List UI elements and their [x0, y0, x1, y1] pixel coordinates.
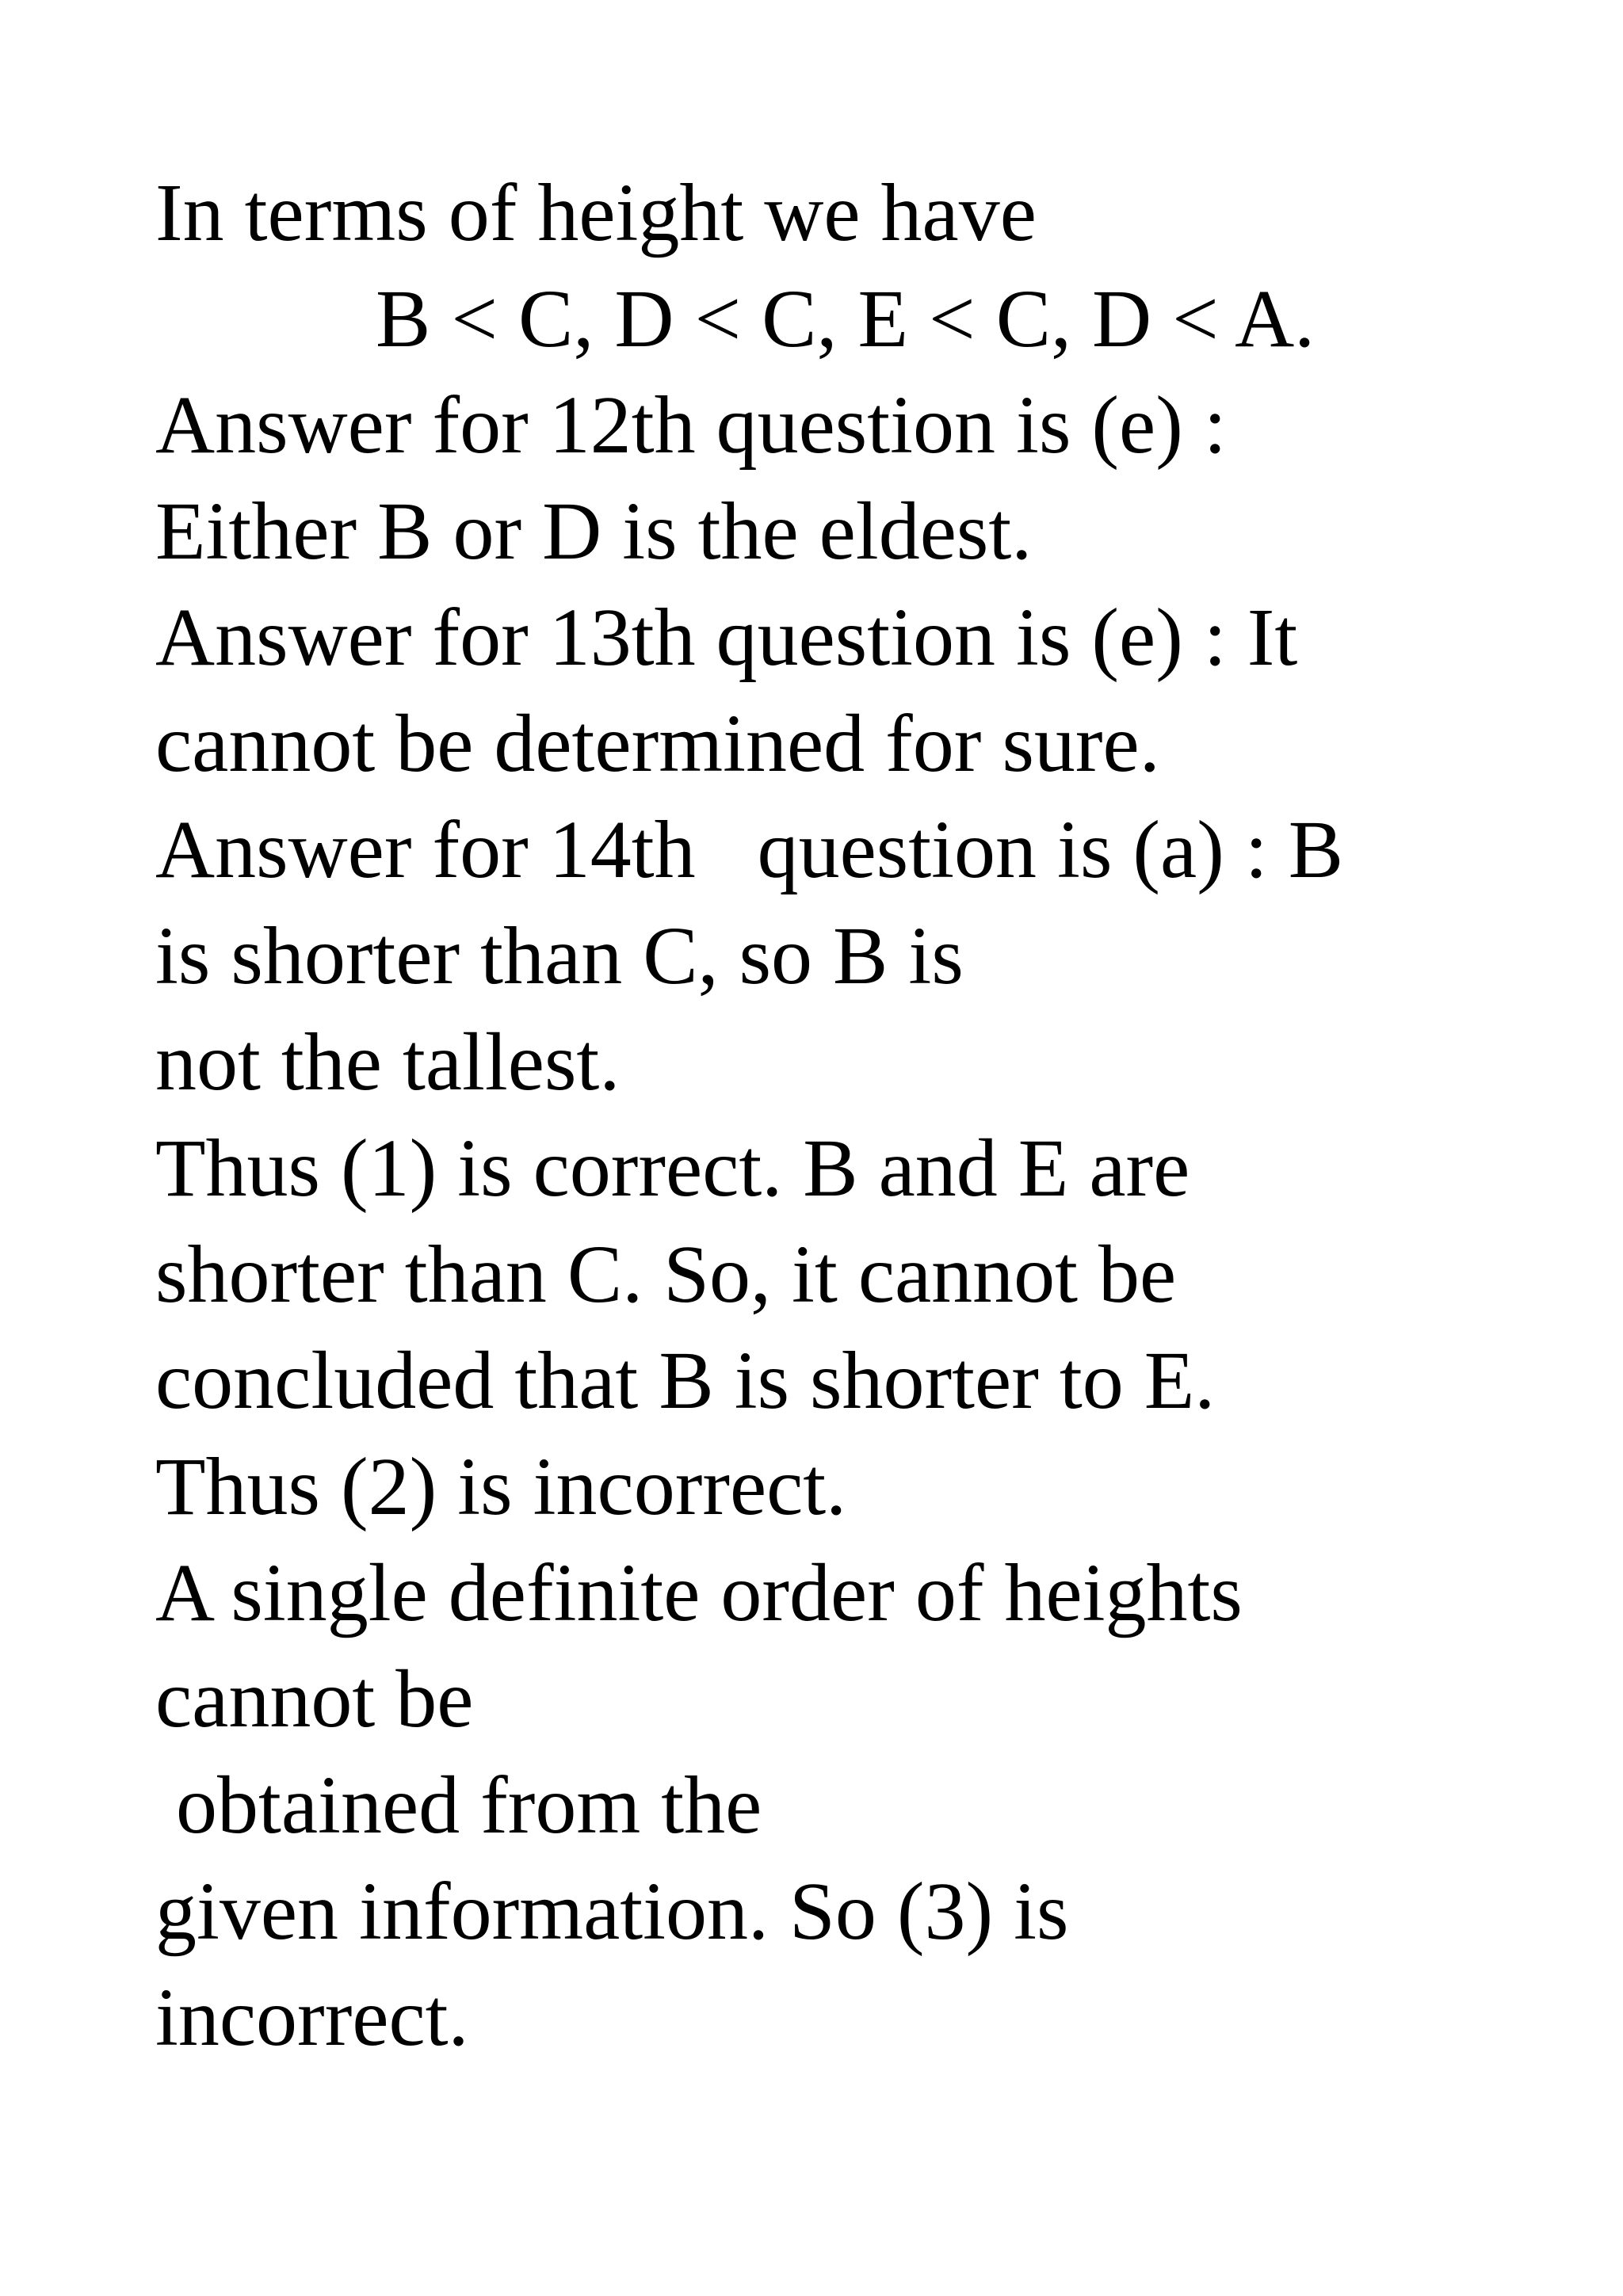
text-line: cannot be determined for sure.	[155, 698, 1160, 789]
text-line: A single definite order of heights	[155, 1547, 1243, 1638]
answer-explanation-text	[155, 160, 1503, 2071]
text-line: Answer for 12th question is (e) :	[155, 379, 1227, 471]
text-line: In terms of height we have	[155, 167, 1037, 258]
text-line: shorter than C. So, it cannot be	[155, 1229, 1177, 1320]
height-relations-line: B < C, D < C, E < C, D < A.	[376, 273, 1316, 364]
text-line: obtained from the	[155, 1760, 762, 1851]
text-line: Thus (2) is incorrect.	[155, 1441, 847, 1532]
text-line: Answer for 13th question is (e) : It	[155, 592, 1298, 683]
text-line: concluded that B is shorter to E.	[155, 1335, 1216, 1426]
text-line: Thus (1) is correct. B and E are	[155, 1123, 1190, 1214]
text-line: Answer for 14th question is (a) : B	[155, 804, 1344, 895]
text-line: cannot be	[155, 1653, 474, 1745]
text-line: not the tallest.	[155, 1016, 621, 1108]
text-line: is shorter than C, so B is	[155, 910, 964, 1001]
text-line: given information. So (3) is	[155, 1866, 1069, 1957]
text-line: incorrect.	[155, 1972, 469, 2063]
text-line: Either B or D is the eldest.	[155, 486, 1033, 577]
